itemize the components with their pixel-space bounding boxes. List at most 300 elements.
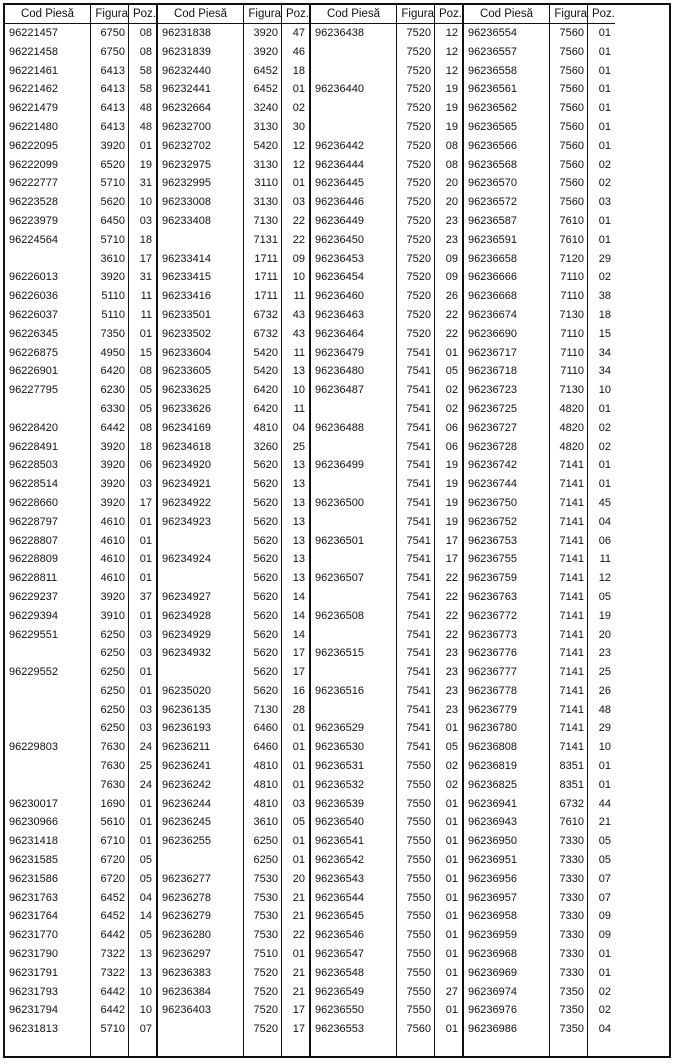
figure-number-cell: 7541: [397, 738, 435, 757]
part-code-cell: 96234929: [158, 626, 244, 645]
figure-number-cell: 6442: [91, 983, 129, 1002]
figure-number-cell: 7550: [397, 907, 435, 926]
figure-number-cell: 7141: [550, 494, 588, 513]
position-number-cell: 22: [445, 590, 458, 603]
figure-number-cell: 7560: [550, 43, 588, 62]
figure-number-cell: 7550: [397, 870, 435, 889]
position-number-cell: 47: [292, 27, 305, 39]
part-code-cell: 96236976: [464, 1001, 550, 1020]
figure-number-cell: [397, 1039, 435, 1058]
part-code-cell: [5, 757, 91, 776]
part-code-cell: 96236968: [464, 945, 550, 964]
position-number-cell: 19: [445, 515, 458, 528]
position-number-cell: 20: [292, 872, 305, 885]
part-code-cell: 96236445: [311, 174, 397, 193]
part-code-cell: 96236565: [464, 118, 550, 137]
figure-number-cell: 7141: [550, 682, 588, 701]
part-code-cell: 96228809: [5, 550, 91, 569]
figure-number-cell: 7141: [550, 569, 588, 588]
part-code-cell: 96236383: [158, 964, 244, 983]
position-number-cell: 03: [292, 797, 305, 810]
part-code-cell: 96228514: [5, 475, 91, 494]
position-number-cell: 01: [445, 910, 458, 923]
part-code-cell: 96236772: [464, 607, 550, 626]
part-code-cell: 96236255: [158, 832, 244, 851]
part-code-cell: 96236501: [311, 532, 397, 551]
figure-number-cell: 7541: [397, 513, 435, 532]
figure-number-cell: 7110: [550, 362, 588, 381]
figure-number-cell: 6452: [244, 62, 282, 81]
figure-number-cell: 7141: [550, 588, 588, 607]
position-number-cell: 01: [292, 177, 305, 190]
part-code-cell: 96236561: [464, 80, 550, 99]
position-number-header: Poz.: [588, 5, 615, 24]
position-number-cell: 19: [445, 102, 458, 115]
figure-number-cell: 5620: [244, 550, 282, 569]
figure-number-cell: 7520: [397, 62, 435, 81]
position-number-cell: 58: [139, 83, 152, 96]
figure-number-cell: 7330: [550, 851, 588, 870]
part-code-cell: 96236819: [464, 757, 550, 776]
position-number-cell: 01: [445, 835, 458, 848]
part-code-cell: 96236587: [464, 212, 550, 231]
position-number-cell: 01: [598, 45, 611, 58]
part-code-cell: 96236453: [311, 250, 397, 269]
figure-number-cell: 6452: [91, 907, 129, 926]
part-code-cell: 96236718: [464, 362, 550, 381]
position-number-cell: 10: [598, 741, 611, 754]
part-code-cell: 96231793: [5, 983, 91, 1002]
part-code-cell: [311, 62, 397, 81]
position-number-cell: 08: [139, 45, 152, 58]
figure-number-cell: 4610: [91, 513, 129, 532]
figure-number-cell: [244, 1039, 282, 1058]
figure-number-cell: 7560: [397, 1020, 435, 1039]
figure-number-cell: 7560: [550, 80, 588, 99]
part-code-cell: 96236499: [311, 456, 397, 475]
figure-number-cell: 7550: [397, 813, 435, 832]
part-code-cell: 96226036: [5, 287, 91, 306]
position-number-cell: 05: [139, 402, 152, 415]
part-code-cell: 96231585: [5, 851, 91, 870]
figure-number-cell: 5620: [244, 682, 282, 701]
part-code-cell: 96236446: [311, 193, 397, 212]
figure-number-cell: 7520: [397, 24, 435, 43]
part-code-cell: 96233502: [158, 325, 244, 344]
position-number-cell: 46: [292, 45, 305, 58]
part-code-cell: 96236548: [311, 964, 397, 983]
part-code-cell: 96236777: [464, 663, 550, 682]
part-code-cell: [158, 231, 244, 250]
position-number-cell: 01: [445, 346, 458, 359]
position-number-cell: 01: [598, 402, 611, 415]
figure-number-cell: 7330: [550, 945, 588, 964]
position-number-cell: 02: [598, 271, 611, 284]
figure-number-cell: 7350: [550, 1020, 588, 1039]
part-code-cell: 96236750: [464, 494, 550, 513]
position-number-cell: 21: [292, 910, 305, 923]
part-code-cell: 96236717: [464, 344, 550, 363]
position-number-cell: 09: [598, 929, 611, 942]
part-code-cell: 96236566: [464, 137, 550, 156]
part-code-cell: 96236135: [158, 701, 244, 720]
figure-number-cell: 7560: [550, 99, 588, 118]
part-code-cell: 96236763: [464, 588, 550, 607]
part-code-cell: [158, 851, 244, 870]
position-number-cell: 48: [139, 102, 152, 115]
part-code-cell: 96234932: [158, 644, 244, 663]
position-number-cell: 25: [292, 440, 305, 453]
position-number-cell: 13: [292, 572, 305, 585]
position-number-cell: 23: [445, 647, 458, 660]
part-code-cell: [5, 644, 91, 663]
figure-number-cell: 7350: [550, 1001, 588, 1020]
part-code-cell: 96236825: [464, 776, 550, 795]
figure-number-cell: 5620: [244, 513, 282, 532]
position-number-cell: 43: [292, 327, 305, 340]
figure-number-cell: 7520: [397, 212, 435, 231]
part-code-cell: 96232440: [158, 62, 244, 81]
figure-number-cell: 7541: [397, 607, 435, 626]
position-number-cell: [588, 1039, 615, 1058]
figure-number-cell: 5620: [91, 193, 129, 212]
part-code-cell: 96236515: [311, 644, 397, 663]
position-number-cell: 21: [292, 891, 305, 904]
part-code-cell: [311, 626, 397, 645]
position-number-cell: 21: [292, 966, 305, 979]
part-code-cell: 96228797: [5, 513, 91, 532]
figure-number-cell: 3920: [91, 494, 129, 513]
figure-number-cell: 7550: [397, 1001, 435, 1020]
part-code-cell: [158, 532, 244, 551]
position-number-cell: 21: [598, 816, 611, 829]
part-code-cell: 96236558: [464, 62, 550, 81]
part-code-cell: 96236297: [158, 945, 244, 964]
position-number-cell: 02: [445, 778, 458, 791]
figure-number-cell: 6413: [91, 62, 129, 81]
figure-number-cell: 7141: [550, 456, 588, 475]
figure-number-cell: 7520: [397, 137, 435, 156]
figure-number-cell: 6250: [91, 644, 129, 663]
part-code-cell: 96236444: [311, 156, 397, 175]
part-code-cell: 96234924: [158, 550, 244, 569]
figure-number-cell: 7560: [550, 118, 588, 137]
figure-number-cell: 7520: [397, 268, 435, 287]
position-number-cell: 02: [598, 985, 611, 998]
position-number-cell: 23: [445, 703, 458, 716]
position-number-cell: 12: [445, 64, 458, 77]
part-code-cell: 96236449: [311, 212, 397, 231]
figure-number-cell: 7541: [397, 588, 435, 607]
figure-number-cell: 7530: [244, 926, 282, 945]
position-number-cell: 22: [292, 929, 305, 942]
position-number-cell: 01: [292, 83, 305, 96]
figure-number-cell: 6250: [91, 701, 129, 720]
part-code-cell: 96236591: [464, 231, 550, 250]
part-code-cell: 96226037: [5, 306, 91, 325]
position-number-cell: 13: [139, 966, 152, 979]
position-number-cell: 01: [139, 515, 152, 528]
position-number-cell: 11: [140, 308, 152, 321]
position-number-cell: 22: [445, 609, 458, 622]
position-number-cell: 10: [292, 271, 305, 284]
position-number-cell: 01: [292, 835, 305, 848]
part-code-cell: [5, 701, 91, 720]
part-code-cell: 96226901: [5, 362, 91, 381]
figure-number-cell: 7610: [550, 212, 588, 231]
part-code-cell: [311, 1039, 397, 1058]
position-number-cell: 01: [445, 722, 458, 735]
position-number-cell: 01: [292, 741, 305, 754]
part-code-cell: 96226345: [5, 325, 91, 344]
figure-number-cell: 7110: [550, 325, 588, 344]
position-number-cell: 17: [139, 496, 152, 509]
figure-number-cell: 7560: [550, 174, 588, 193]
part-code-cell: 96236959: [464, 926, 550, 945]
part-code-cell: 96236507: [311, 569, 397, 588]
part-code-cell: [5, 1039, 91, 1058]
position-number-cell: 17: [445, 534, 458, 547]
position-number-cell: 15: [598, 327, 611, 340]
figure-number-cell: 7541: [397, 456, 435, 475]
figure-number-cell: 7541: [397, 569, 435, 588]
figure-number-cell: 5710: [91, 231, 129, 250]
position-number-cell: 03: [598, 196, 611, 209]
position-number-cell: 12: [445, 27, 458, 39]
figure-number-cell: 5620: [244, 644, 282, 663]
position-number-cell: 01: [139, 572, 152, 585]
position-number-cell: 18: [292, 64, 305, 77]
figure-number-cell: 7141: [550, 607, 588, 626]
part-code-cell: 96236543: [311, 870, 397, 889]
position-number-cell: 43: [292, 308, 305, 321]
part-code-cell: 96228503: [5, 456, 91, 475]
figure-number-cell: 3920: [91, 268, 129, 287]
position-number-cell: 07: [139, 1023, 152, 1036]
part-code-cell: 96222777: [5, 174, 91, 193]
position-number-cell: 11: [599, 553, 611, 566]
position-number-cell: 11: [293, 402, 305, 415]
position-number-cell: 01: [139, 797, 152, 810]
figure-number-cell: 7330: [550, 870, 588, 889]
position-number-cell: 01: [445, 1023, 458, 1036]
part-code-cell: 96233008: [158, 193, 244, 212]
figure-number-cell: 6442: [91, 926, 129, 945]
figure-number-cell: 7520: [397, 193, 435, 212]
position-number-cell: 04: [598, 1023, 611, 1036]
position-number-cell: 22: [445, 572, 458, 585]
position-number-cell: 14: [292, 609, 305, 622]
part-code-cell: 96236531: [311, 757, 397, 776]
part-code-cell: 96231838: [158, 24, 244, 43]
part-code-cell: 96233416: [158, 287, 244, 306]
position-number-cell: 03: [139, 647, 152, 660]
position-number-cell: 19: [445, 478, 458, 491]
position-number-cell: 22: [445, 628, 458, 641]
position-number-cell: 09: [292, 252, 305, 265]
part-code-cell: 96236958: [464, 907, 550, 926]
position-number-cell: 06: [598, 534, 611, 547]
figure-number-cell: 7541: [397, 550, 435, 569]
figure-number-cell: 7520: [397, 156, 435, 175]
position-number-cell: 02: [445, 384, 458, 397]
part-code-cell: 96236464: [311, 325, 397, 344]
part-code-cell: 96236690: [464, 325, 550, 344]
figure-number-cell: 7330: [550, 926, 588, 945]
position-number-cell: 05: [598, 835, 611, 848]
position-number-cell: 08: [445, 139, 458, 152]
figure-number-cell: 7110: [550, 287, 588, 306]
figure-number-cell: 7550: [397, 983, 435, 1002]
figure-number-cell: [91, 1039, 129, 1058]
position-number-cell: 07: [598, 872, 611, 885]
figure-number-cell: 6442: [91, 1001, 129, 1020]
figure-number-cell: 6413: [91, 99, 129, 118]
part-code-cell: 96224564: [5, 231, 91, 250]
part-code-cell: 96236728: [464, 438, 550, 457]
part-code-cell: 96221461: [5, 62, 91, 81]
figure-number-cell: 5620: [244, 607, 282, 626]
position-number-cell: 20: [598, 628, 611, 641]
position-number-cell: 11: [293, 290, 305, 303]
part-code-cell: [311, 513, 397, 532]
figure-number-cell: 7141: [550, 644, 588, 663]
part-code-cell: 96232664: [158, 99, 244, 118]
part-code-cell: 96236755: [464, 550, 550, 569]
part-code-cell: 96236943: [464, 813, 550, 832]
figure-number-cell: 7610: [550, 231, 588, 250]
part-code-cell: 96230966: [5, 813, 91, 832]
position-number-cell: 01: [292, 778, 305, 791]
figure-number-cell: 7350: [550, 983, 588, 1002]
position-number-cell: 12: [598, 572, 611, 585]
part-code-cell: 96233501: [158, 306, 244, 325]
figure-number-cell: 4810: [244, 757, 282, 776]
figure-number-cell: 6442: [91, 419, 129, 438]
figure-number-cell: 7520: [244, 964, 282, 983]
part-code-cell: 96232441: [158, 80, 244, 99]
position-number-cell: 11: [293, 346, 305, 359]
part-code-cell: 96236479: [311, 344, 397, 363]
part-code-header: Cod Piesă: [464, 5, 550, 24]
part-code-cell: [311, 99, 397, 118]
part-code-cell: 96236658: [464, 250, 550, 269]
figure-number-header: Figura: [550, 5, 588, 24]
position-number-cell: 17: [139, 252, 152, 265]
figure-number-cell: 7550: [397, 795, 435, 814]
part-code-cell: 96222099: [5, 156, 91, 175]
figure-number-cell: 7550: [397, 964, 435, 983]
part-code-cell: 96236674: [464, 306, 550, 325]
part-code-cell: 96236546: [311, 926, 397, 945]
figure-number-cell: 4610: [91, 550, 129, 569]
part-code-cell: 96231763: [5, 889, 91, 908]
position-number-cell: 03: [139, 478, 152, 491]
part-code-cell: 96231418: [5, 832, 91, 851]
part-code-cell: 96231791: [5, 964, 91, 983]
part-code-cell: 96231839: [158, 43, 244, 62]
part-code-cell: 96236550: [311, 1001, 397, 1020]
position-number-cell: 13: [292, 365, 305, 378]
position-number-cell: 05: [139, 872, 152, 885]
position-number-cell: 08: [445, 158, 458, 171]
figure-number-cell: 5420: [244, 344, 282, 363]
position-number-cell: 01: [139, 666, 152, 679]
part-code-cell: 96236779: [464, 701, 550, 720]
position-number-cell: 22: [445, 327, 458, 340]
position-number-cell: 01: [598, 120, 611, 133]
position-number-cell: 27: [445, 985, 458, 998]
position-number-cell: 01: [445, 854, 458, 867]
figure-number-cell: 6250: [244, 832, 282, 851]
position-number-cell: 13: [292, 496, 305, 509]
part-code-cell: 96234922: [158, 494, 244, 513]
part-code-cell: 96232702: [158, 137, 244, 156]
part-code-cell: 96236950: [464, 832, 550, 851]
position-number-cell: 18: [598, 308, 611, 321]
position-number-cell: 20: [445, 177, 458, 190]
position-number-cell: 24: [139, 741, 152, 754]
position-number-cell: 03: [139, 722, 152, 735]
position-number-cell: 09: [445, 271, 458, 284]
part-code-cell: 96236974: [464, 983, 550, 1002]
position-number-cell: 45: [598, 496, 611, 509]
position-number-cell: 23: [445, 684, 458, 697]
figure-number-cell: 4950: [91, 344, 129, 363]
figure-number-cell: 5610: [91, 813, 129, 832]
position-number-cell: 01: [445, 872, 458, 885]
part-code-cell: 96233605: [158, 362, 244, 381]
position-number-cell: 19: [445, 496, 458, 509]
part-code-cell: 96227795: [5, 381, 91, 400]
part-code-cell: 96228811: [5, 569, 91, 588]
position-number-cell: 03: [139, 703, 152, 716]
part-code-cell: 96236241: [158, 757, 244, 776]
figure-number-cell: 7560: [550, 156, 588, 175]
figure-number-cell: 7330: [550, 889, 588, 908]
figure-number-cell: 8351: [550, 776, 588, 795]
position-number-cell: 16: [292, 684, 305, 697]
figure-number-cell: 7541: [397, 626, 435, 645]
position-number-header: Poz.: [282, 5, 309, 24]
position-number-cell: 10: [598, 384, 611, 397]
position-number-cell: 01: [598, 139, 611, 152]
figure-number-cell: 7520: [397, 231, 435, 250]
part-code-cell: 96236277: [158, 870, 244, 889]
position-number-cell: [282, 1039, 309, 1058]
position-number-cell: 21: [292, 985, 305, 998]
figure-number-cell: 7141: [550, 663, 588, 682]
part-code-cell: 96236460: [311, 287, 397, 306]
position-number-cell: 01: [598, 948, 611, 961]
figure-number-cell: 6732: [550, 795, 588, 814]
figure-number-cell: 7541: [397, 701, 435, 720]
figure-number-cell: 6452: [91, 889, 129, 908]
figure-number-cell: 7520: [397, 306, 435, 325]
position-number-cell: 19: [445, 120, 458, 133]
part-code-cell: 96234927: [158, 588, 244, 607]
position-number-cell: 04: [598, 515, 611, 528]
part-code-cell: [5, 776, 91, 795]
table-column-block: [311, 5, 464, 1056]
position-number-cell: 01: [598, 83, 611, 96]
position-number-cell: 01: [445, 929, 458, 942]
figure-number-cell: 7610: [550, 813, 588, 832]
figure-number-cell: 3920: [244, 24, 282, 43]
figure-number-cell: 7530: [244, 889, 282, 908]
position-number-cell: 14: [292, 590, 305, 603]
figure-number-cell: 7541: [397, 663, 435, 682]
